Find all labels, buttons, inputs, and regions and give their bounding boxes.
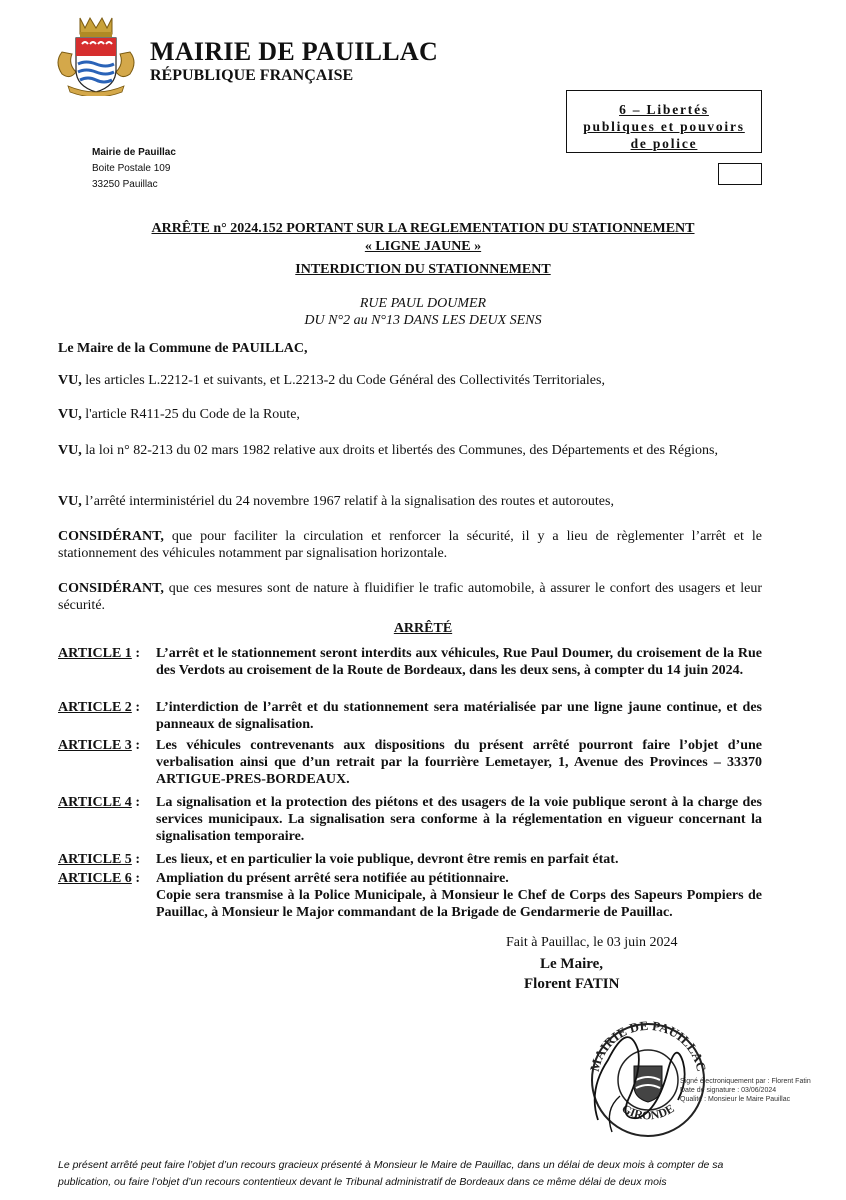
- legal-recourse-footer: Le présent arrêté peut faire l’objet d’un recours gracieux présenté à Monsieur le Maire de Pauillac, dans un délai de deux mois à compter de sa publication, ou faire l’objet d’un recours contentieux devant le Tribunal administratif de Bordeaux dans ce même délai de deux mois: [58, 1159, 724, 1188]
- decree-title-prohibition: INTERDICTION DU STATIONNEMENT: [295, 262, 551, 277]
- signatory-role: Le Maire,: [540, 956, 604, 972]
- category-line-1: 6 – Libertés: [619, 102, 709, 117]
- mairie-title: MAIRIE DE PAUILLAC: [150, 37, 439, 66]
- town-crest-logo: [52, 14, 140, 96]
- article-5: ARTICLE 5 : Les lieux, et en particulier la voie publique, devront être remis en parfait état.: [58, 852, 619, 867]
- stamp-bottom-text: GIRONDE: [619, 1101, 677, 1123]
- street-range: DU N°2 au N°13 DANS LES DEUX SENS: [304, 313, 542, 328]
- signatory-name: Florent FATIN: [524, 976, 620, 992]
- electronic-signature-info: Signé électroniquement par : Florent Fatin Date de signature : 03/06/2024 Qualité : Monsieur le Maire Pauillac: [680, 1078, 811, 1103]
- considerant-paragraph-1: CONSIDÉRANT, que pour faciliter la circulation et renforcer la sécurité, il y a lieu de règlementer l’arrêt et le stationnement des véhicules notamment par signalisation horizontale.: [58, 529, 762, 561]
- street-name: RUE PAUL DOUMER: [359, 296, 487, 311]
- article-2: ARTICLE 2 : L’interdiction de l’arrêt et du stationnement sera matérialisée par une ligne jaune continue, et des panneaux de signalisation.: [58, 700, 762, 732]
- place-and-date: Fait à Pauillac, le 03 juin 2024: [506, 935, 678, 950]
- reference-box: [718, 163, 762, 185]
- mayor-intro: Le Maire de la Commune de PAUILLAC,: [58, 341, 308, 356]
- article-1: ARTICLE 1 : L’arrêt et le stationnement seront interdits aux véhicules, Rue Paul Doumer, du croisement de la Rue des Verdots au croisement de la Route de Bordeaux, dans les deux sens, à compter du 14 juin 2024.: [58, 646, 762, 678]
- address-line-1: Mairie de Pauillac: [92, 147, 176, 158]
- category-line-3: de police: [630, 136, 698, 151]
- address-line-3: 33250 Pauillac: [92, 179, 158, 190]
- vu-paragraph-3: VU, la loi n° 82-213 du 02 mars 1982 relative aux droits et libertés des Communes, des Départements et des Régions,: [58, 443, 718, 458]
- republic-subtitle: RÉPUBLIQUE FRANÇAISE: [150, 67, 354, 84]
- category-line-2: publiques et pouvoirs: [583, 119, 745, 134]
- article-6: ARTICLE 6 : Ampliation du présent arrêté sera notifiée au pétitionnaire. Copie sera transmise à la Police Municipale, à Monsieur le Chef de Corps des Sapeurs Pompiers de Pauillac, à Monsieur le Major commandant de la Brigade de Gendarmerie de Pauillac.: [58, 871, 762, 920]
- article-3: ARTICLE 3 : Les véhicules contrevenants aux dispositions du présent arrêté pourront faire l’objet d’une verbalisation ainsi que d’un retrait par la fourrière Lemetayer, 1, Avenue des Provinces – 33370 ARTIGUE-PRES-BORDEAUX.: [58, 738, 762, 787]
- vu-paragraph-1: VU, les articles L.2212-1 et suivants, et L.2213-2 du Code Général des Collectivités Territoriales,: [58, 373, 605, 388]
- address-line-2: Boite Postale 109: [92, 163, 171, 174]
- considerant-paragraph-2: CONSIDÉRANT, que ces mesures sont de nature à fluidifier le trafic automobile, à assurer le confort des usagers et leur sécurité.: [58, 581, 762, 613]
- vu-paragraph-4: VU, l’arrêté interministériel du 24 novembre 1967 relatif à la signalisation des routes et autoroutes,: [58, 494, 614, 509]
- sender-address: [92, 145, 176, 193]
- stamp-top-text: MAIRIE DE PAUILLAC: [586, 1017, 710, 1074]
- decree-title-yellow-line: « LIGNE JAUNE »: [364, 239, 482, 254]
- arrete-heading: ARRÊTÉ: [393, 621, 453, 636]
- official-stamp: [568, 1000, 728, 1140]
- decree-title: ARRÊTE n° 2024.152 PORTANT SUR LA REGLEMENTATION DU STATIONNEMENT: [151, 221, 695, 236]
- category-box: [566, 90, 762, 153]
- article-4: ARTICLE 4 : La signalisation et la protection des piétons et des usagers de la voie publique seront à la charge des services municipaux. La signalisation sera conforme à la réglementation en vigueur concernant la signalisation temporaire.: [58, 795, 762, 844]
- vu-paragraph-2: VU, l'article R411-25 du Code de la Route,: [58, 407, 300, 422]
